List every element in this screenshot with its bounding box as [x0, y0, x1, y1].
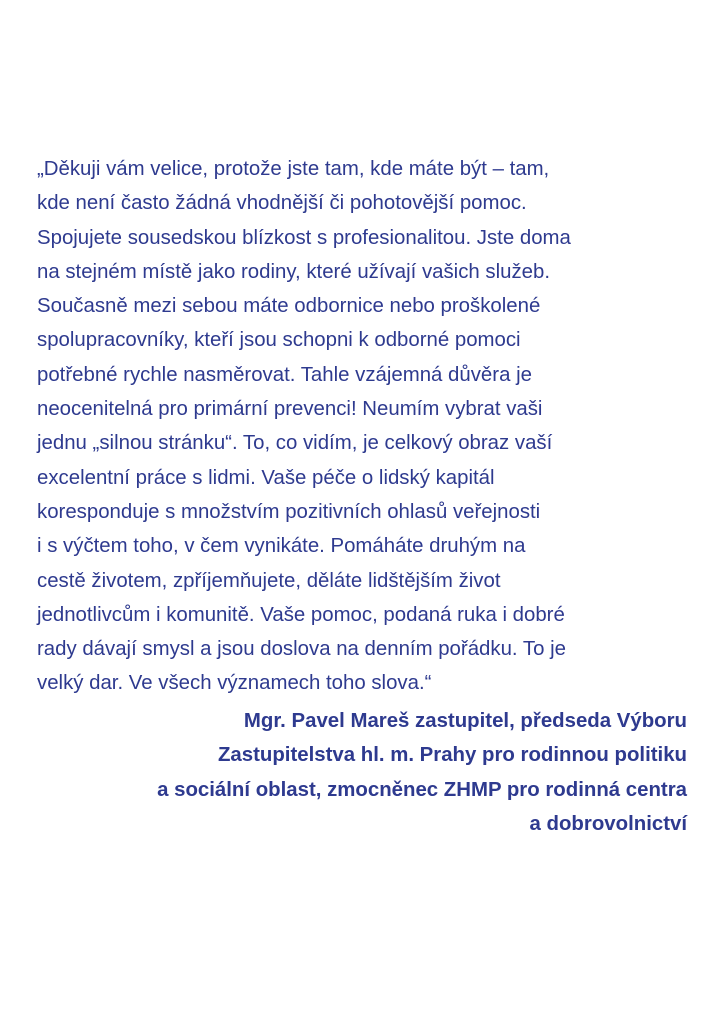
quote-line: rady dávají smysl a jsou doslova na denním pořádku. To je [37, 638, 566, 661]
quote-line: koresponduje s množstvím pozitivních ohlasů veřejnosti [37, 500, 541, 523]
quote-line: „Děkuji vám velice, protože jste tam, kde máte být – tam, [37, 158, 550, 180]
quote-line: spolupracovníky, kteří jsou schopni k odborné pomoci [37, 329, 521, 352]
quote-line: kde není často žádná vhodnější či pohotovější pomoc. [37, 192, 527, 215]
quote-line: Spojujete sousedskou blízkost s profesionalitou. Jste doma [37, 226, 571, 249]
quote-line: Současně mezi sebou máte odbornice nebo proškolené [37, 295, 541, 318]
quote-line: i s výčtem toho, v čem vynikáte. Pomáháte druhým na [37, 535, 526, 558]
quote-line: cestě životem, zpříjemňujete, děláte lidštějším život [37, 569, 501, 592]
attribution-line: Zastupitelstva hl. m. Prahy pro rodinnou politiku [217, 744, 687, 767]
attribution-line: a dobrovolnictví [529, 812, 687, 835]
quote-line: neocenitelná pro primární prevenci! Neumím vybrat vaši [37, 398, 543, 421]
attribution-line: Mgr. Pavel Mareš zastupitel, předseda Výboru [243, 710, 687, 732]
quote-line: velký dar. Ve všech významech toho slova.“ [37, 672, 432, 695]
quote-line: excelentní práce s lidmi. Vaše péče o lidský kapitál [37, 466, 495, 489]
attribution-signature [27, 704, 687, 841]
quote-line: na stejném místě jako rodiny, které užívají vašich služeb. [37, 260, 551, 283]
quote-line: potřebné rychle nasměrovat. Tahle vzájemná důvěra je [37, 363, 532, 386]
quote-text [37, 152, 697, 701]
attribution-line: a sociální oblast, zmocněnec ZHMP pro rodinná centra [157, 778, 687, 801]
quote-line: jednu „silnou stránku“. To, co vidím, je celkový obraz vaší [37, 432, 553, 455]
quote-line: jednotlivcům i komunitě. Vaše pomoc, podaná ruka i dobré [37, 603, 565, 626]
